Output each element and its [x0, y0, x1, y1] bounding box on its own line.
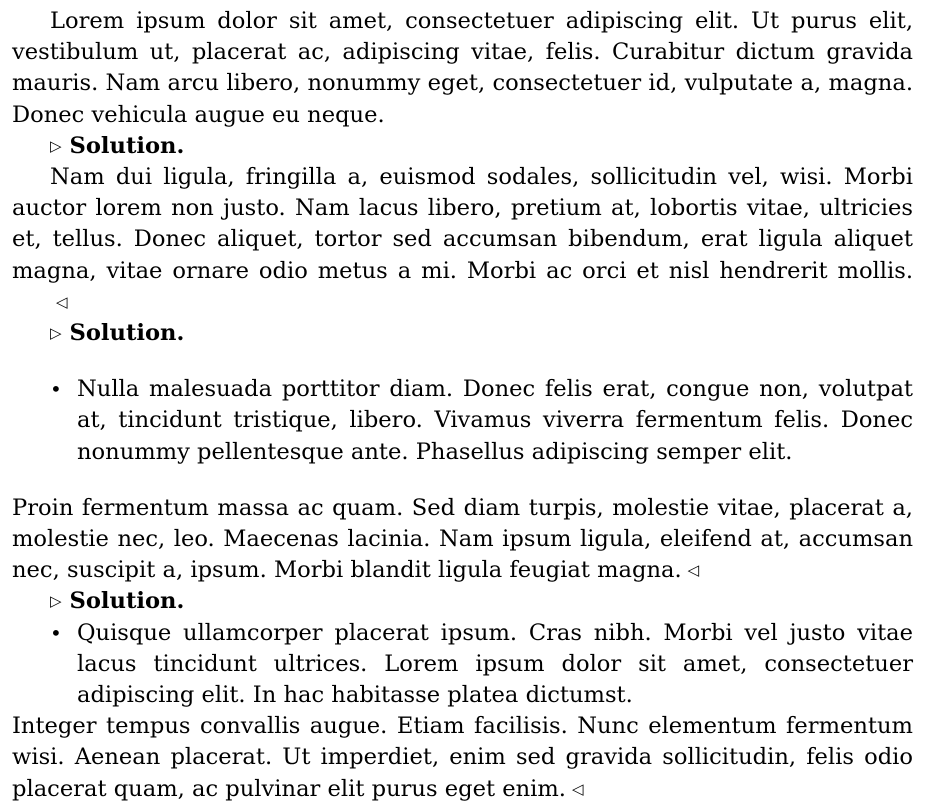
bullet-icon: •	[50, 377, 62, 402]
solution-heading-3	[12, 586, 913, 617]
solution-end-marker: ◁	[571, 779, 584, 798]
list-item-1	[12, 374, 913, 468]
solution-start-marker: ▷	[50, 136, 62, 155]
solution-end-marker: ◁	[56, 292, 68, 311]
solution-heading-2	[12, 318, 913, 349]
solution-label: Solution.	[69, 320, 185, 347]
solution-end-marker: ◁	[687, 561, 700, 580]
bullet-icon: •	[50, 620, 62, 645]
document-page	[12, 6, 913, 805]
paragraph-1	[12, 6, 913, 131]
solution-label: Solution.	[69, 588, 185, 615]
solution-start-marker: ▷	[50, 592, 62, 611]
paragraph-2	[12, 162, 913, 318]
list-item-2	[12, 618, 913, 712]
solution-start-marker: ▷	[50, 324, 62, 343]
paragraph-4-text: Integer tempus convallis augue. Etiam facilisis. Nunc elementum fermentum wisi. Aenean placerat. Ut imperdiet, enim sed gravida sollicitudin, felis odio placerat quam, ac pulvinar elit purus eget enim.	[12, 713, 913, 802]
solution-label: Solution.	[69, 132, 185, 159]
paragraph-3-text: Proin fermentum massa ac quam. Sed diam turpis, molestie vitae, placerat a, molestie nec, leo. Maecenas lacinia. Nam ipsum ligula, eleifend at, accumsan nec, suscipit a, ipsum. Morbi blandit ligula feugiat magna.	[12, 494, 913, 584]
paragraph-2-text: Nam dui ligula, fringilla a, euismod sodales, sollicitudin vel, wisi. Morbi auctor lorem non justo. Nam lacus libero, pretium at, lobortis vitae, ultricies et, tellus. Donec aliquet, tortor sed accumsan bibendum, erat ligula aliquet magna, vitae ornare odio metus a mi. Morbi ac orci et nisl hendrerit mollis.	[12, 164, 913, 284]
solution-heading-1	[12, 131, 913, 162]
list-item-1-text: Nulla malesuada porttitor diam. Donec felis erat, congue non, volutpat at, tincidunt tristique, libero. Vivamus viverra fermentum felis. Donec nonummy pellentesque ante. Phasellus adipiscing semper elit.	[77, 376, 913, 465]
paragraph-3	[12, 493, 913, 587]
list-item-2-text: Quisque ullamcorper placerat ipsum. Cras nibh. Morbi vel justo vitae lacus tincidunt ultrices. Lorem ipsum dolor sit amet, consectetuer adipiscing elit. In hac habitasse platea dictumst.	[77, 619, 913, 709]
paragraph-1-text: Lorem ipsum dolor sit amet, consectetuer adipiscing elit. Ut purus elit, vestibulum ut, placerat ac, adipiscing vitae, felis. Curabitur dictum gravida mauris. Nam arcu libero, nonummy eget, consectetuer id, vulputate a, magna. Donec vehicula augue eu neque.	[12, 8, 913, 128]
